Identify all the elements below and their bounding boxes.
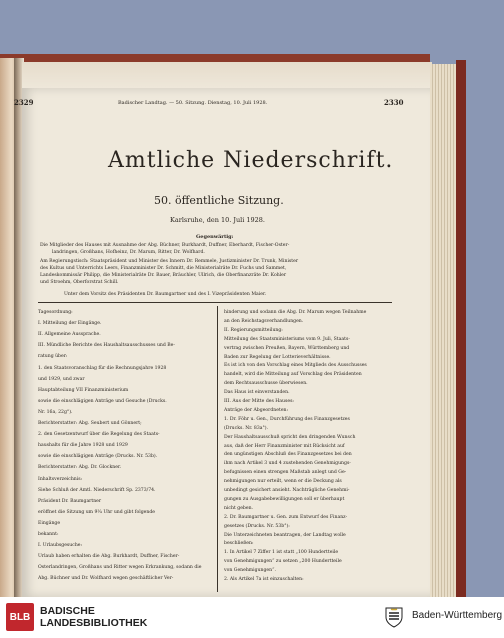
right-column-line: nehmigungen nur erteilt, wenn er die Deckung als bbox=[224, 479, 342, 485]
state-label: Baden-Württemberg bbox=[412, 610, 503, 621]
library-name-line: LANDESBIBLIOTHEK bbox=[40, 617, 148, 629]
left-column-line: Eingänge bbox=[38, 520, 61, 526]
right-column-line: Der Haushaltsausschuß spricht den dringenden Wunsch bbox=[224, 434, 356, 440]
chair-line: Unter dem Vorsitz des Präsidenten Dr. Baumgartner und des I. Vizepräsidenten Maier. bbox=[64, 292, 267, 297]
right-column-line: II. Regierungsmitteilung: bbox=[224, 327, 283, 333]
right-column-line: von Genehmigungen“ zu setzen „200 Hundertteile bbox=[224, 559, 342, 565]
right-column-line: gungen zu Ausgabebewilligungen soll er überhaupt bbox=[224, 496, 345, 502]
right-page-number: 2330 bbox=[384, 98, 404, 107]
right-column-line: 1. In Artikel 7 Ziffer 1 ist statt „100 Hundertteile bbox=[224, 550, 339, 556]
page-title: Amtliche Niederschrift. bbox=[108, 148, 394, 173]
right-column-line: Es ist ich von den Vorschlag eines Mitglieds des Ausschusses bbox=[224, 363, 367, 369]
left-column-line: Osterlandringen, Großhans und Ritter wegen Erkrankung, sodann die bbox=[38, 565, 202, 571]
right-column-line: an den Reichstagsverhandlungen. bbox=[224, 318, 304, 324]
right-column-line: den ungünstigen Abschluß des Finanzgesetzes bei den bbox=[224, 452, 352, 458]
right-column-line: dem Rechtsausschusse überwiesen. bbox=[224, 381, 308, 387]
right-column-line: III. Aus der Mitte des Hauses: bbox=[224, 399, 294, 404]
right-column-line: 2. Als Artikel 7a ist einzuschalten: bbox=[224, 577, 304, 582]
left-column-line: 1. den Staatsvoranschlag für die Rechnungsjahre 1928 bbox=[38, 365, 167, 371]
right-column-line: Das Haus ist einverstanden. bbox=[224, 390, 290, 396]
present-line: Am Regierungstisch: Staatspräsident und Minister des Innern Dr. Remmele, Justizminister Dr. Trunk, Minister bbox=[40, 259, 299, 264]
left-column-line: ratung über: bbox=[38, 354, 68, 360]
right-column-line: unbedingt gesichert ansieht. Nachträgliche Genehmi- bbox=[224, 488, 350, 493]
left-column-line: III. Mündliche Berichte des Haushaltsausschusses und Be- bbox=[38, 343, 175, 349]
library-name bbox=[40, 605, 147, 629]
left-column-line: I. Urlaubsgesuche: bbox=[38, 543, 83, 549]
left-column-line: Berichterstatter: Abg. Dr. Glockner. bbox=[38, 465, 122, 471]
present-line: landringen, Großhans, Hofheinz, Dr. Marum, Ritter, Dr. Wolfhard. bbox=[52, 250, 205, 255]
left-page-number: 2329 bbox=[14, 98, 34, 107]
left-column-line: Berichterstatter: Abg. Seubert und Gönnert; bbox=[38, 421, 142, 426]
left-column-line: Urlaub haben erhalten die Abg. Burkhardt, Duffner, Fischer- bbox=[38, 554, 180, 560]
left-column-line: Präsident Dr. Baumgartner bbox=[38, 498, 102, 504]
right-column-line: Mitteilung des Staatsministeriums vom 9. Juli, Staats- bbox=[224, 336, 350, 342]
present-line: des Kultus und Unterrichts Leers, Finanzminister Dr. Schmitt, die Ministerialräte Dr. Fuchs und Sammet, bbox=[40, 266, 287, 271]
session-date: Karlsruhe, den 10. Juli 1928. bbox=[170, 216, 265, 224]
left-column-line: 2. den Gesetzentwurf über die Regelung des Staats- bbox=[38, 432, 160, 438]
present-line: Die Mitglieder des Hauses mit Ausnahme der Abg. Büchner, Burkhardt, Duffner, Eberhardt, Fischer-Oster- bbox=[40, 243, 290, 248]
left-column-line: Nr. 16a, 22g°). bbox=[38, 409, 73, 415]
right-column-line: Die Unterzeichneten beantragen, der Landtag wolle bbox=[224, 532, 346, 538]
left-column-line: Abg. Büchner und Dr. Wolfhard wegen geschäftlicher Ver- bbox=[38, 576, 174, 582]
left-column-line: und 1929, und zwar bbox=[38, 376, 85, 382]
left-column-line: eröffnet die Sitzung um 9¼ Uhr und gibt folgende bbox=[38, 509, 155, 515]
right-column-line: beschließen: bbox=[224, 541, 254, 547]
right-column-line: ihm nach Artikel 3 und 4 zustehenden Genehmigungs- bbox=[224, 461, 351, 467]
blb-logo-text: BLB bbox=[9, 611, 31, 623]
left-column-line: bekannt: bbox=[38, 532, 59, 537]
right-column-line: 2. Dr. Baumgartner u. Gen. zum Entwurf des Finanz- bbox=[224, 514, 348, 520]
baden-wuerttemberg-crest-icon bbox=[382, 605, 406, 629]
present-heading: Gegenwärtig: bbox=[196, 234, 234, 240]
running-header: Badischer Landtag. — 50. Sitzung. Dienstag, 10. Juli 1928. bbox=[118, 100, 268, 106]
session-subtitle: 50. öffentliche Sitzung. bbox=[154, 194, 284, 207]
left-column-line: sowie die einschlägigen Anträge und Gesuche (Drucks. bbox=[38, 398, 167, 404]
right-column-line: aus, daß der Herr Finanzminister mit Rücksicht auf bbox=[224, 443, 345, 449]
right-column-line: befugnissen einen strengen Maßstab anlegt und Ge- bbox=[224, 470, 347, 476]
right-column-line: Anträge der Abgeordneten: bbox=[224, 407, 289, 413]
right-column-line: (Drucks. Nr. 83a°). bbox=[224, 425, 269, 431]
left-column-line: I. Mitteilung der Eingänge. bbox=[38, 321, 102, 327]
horizontal-rule bbox=[38, 302, 392, 303]
present-line: Landeskommissär Philipp, die Ministerialräte Dr. Bauer, Bräuchler, Ullrich, die Oberfinanzräte Dr. Kohler bbox=[40, 273, 287, 278]
right-column-line: hinderung und sodann die Abg. Dr. Marum wegen Teilnahme bbox=[224, 310, 367, 315]
footer-bar bbox=[0, 597, 504, 638]
blb-logo bbox=[6, 603, 34, 631]
right-column-line: gesetzes (Drucks. Nr. 53b°): bbox=[224, 523, 290, 529]
page-fore-edge bbox=[430, 64, 458, 597]
right-column-line: handelt, wird die Mitteilung auf Vorschlag des Präsidenten bbox=[224, 372, 362, 378]
right-column-line: vertrag zwischen Preußen, Bayern, Württemberg und bbox=[224, 345, 350, 351]
column-divider bbox=[217, 306, 218, 592]
library-name-line: BADISCHE bbox=[40, 605, 95, 617]
left-column-line: Siehe Schluß der Amtl. Niederschrift Sp. 2373/74. bbox=[38, 487, 156, 493]
left-column-line: haushalts für die Jahre 1928 und 1929 bbox=[38, 443, 128, 449]
left-column-line: Tagesordnung: bbox=[38, 310, 73, 315]
left-column-line: Hauptabteilung VII Finanzministerium bbox=[38, 387, 129, 393]
left-column-line: II. Allgemeine Aussprache. bbox=[38, 332, 101, 338]
book-cover-edge bbox=[456, 60, 466, 597]
left-column-line: Inhaltsverzeichnis: bbox=[38, 476, 83, 482]
left-column-line: sowie die einschlägigen Anträge (Drucks. Nr. 53b). bbox=[38, 454, 158, 460]
right-column-line: nicht geben. bbox=[224, 505, 254, 511]
book-cover-top bbox=[0, 54, 430, 62]
right-column-line: von Genehmigungen“. bbox=[224, 568, 276, 574]
present-line: und Stroehm, Oberforstrat Schill. bbox=[40, 280, 119, 285]
right-column-line: Baden zur Regelung der Lotterieverhältnisse. bbox=[224, 354, 331, 360]
right-column-line: 1. Dr. Föhr u. Gen., Durchführung des Finanzgesetzes bbox=[224, 416, 350, 422]
